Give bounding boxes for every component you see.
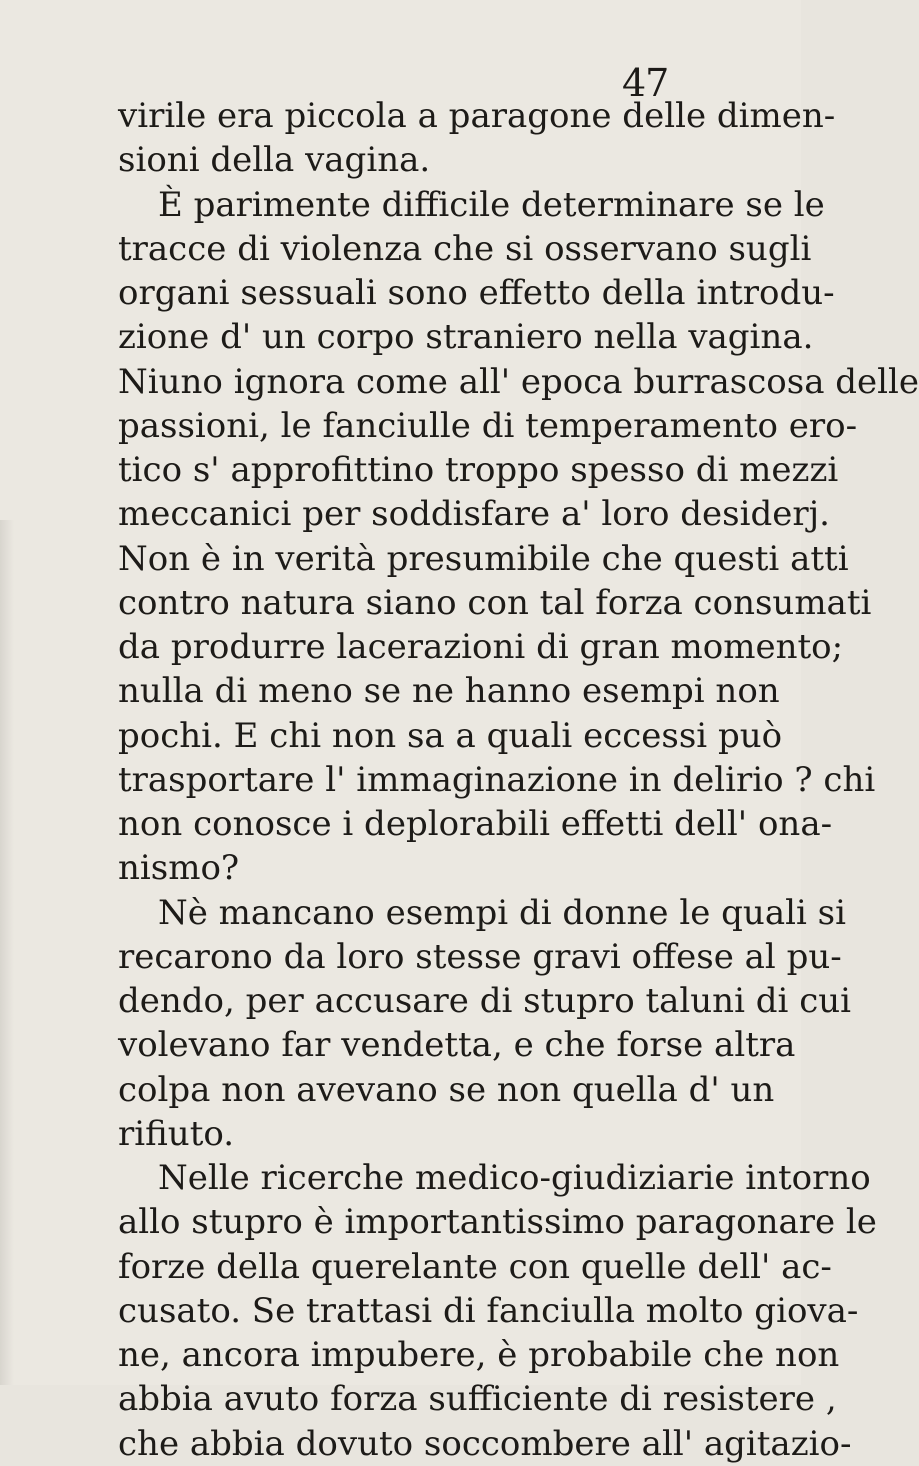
text-line: recarono da loro stesse gravi offese al pu- <box>118 936 842 977</box>
text-line: non conosce i deplorabili effetti dell' ona- <box>118 804 833 844</box>
text-line: colpa non avevano se non quella d' un <box>118 1069 775 1110</box>
text-line: allo stupro è importantissimo paragonare le <box>118 1202 877 1243</box>
text-line: sioni della vagina. <box>118 140 431 181</box>
text-line: tico s' approfittino troppo spesso di mezzi <box>118 450 839 490</box>
text-line: rifiuto. <box>118 1113 235 1154</box>
text-line: tracce di violenza che si osservano sugli <box>118 228 812 269</box>
text-line: da produrre lacerazioni di gran momento; <box>118 627 844 667</box>
text-line: contro natura siano con tal forza consumati <box>118 582 872 623</box>
text-line: forze della querelante con quelle dell' ac- <box>118 1246 832 1287</box>
text-line: zione d' un corpo straniero nella vagina. <box>118 317 814 358</box>
text-line: Niuno ignora come all' epoca burrascosa delle <box>118 361 919 402</box>
text-line: abbia avuto forza sufficiente di resistere , <box>118 1379 837 1420</box>
text-line: Non è in verità presumibile che questi atti <box>118 538 849 579</box>
text-line: Nè mancano esempi di donne le quali si <box>158 892 846 933</box>
page-number: 47 <box>622 61 669 105</box>
text-line: trasportare l' immaginazione in delirio ? chi <box>118 759 876 800</box>
text-line: cusato. Se trattasi di fanciulla molto giova- <box>118 1290 859 1331</box>
body-text <box>118 94 919 1466</box>
text-line: È parimente difficile determinare se le <box>158 184 825 225</box>
text-line: volevano far vendetta, e che forse altra <box>118 1025 796 1066</box>
text-line: dendo, per accusare di stupro taluni di cui <box>118 981 852 1021</box>
text-line: organi sessuali sono effetto della introdu- <box>118 273 835 313</box>
text-line: Nelle ricerche medico-giudiziarie intorno <box>158 1158 871 1198</box>
text-line: che abbia dovuto soccombere all' agitazio- <box>118 1423 852 1464</box>
text-line: meccanici per soddisfare a' loro desiderj. <box>118 494 830 535</box>
text-line: nismo? <box>118 848 240 889</box>
text-line: passioni, le fanciulle di temperamento ero- <box>118 405 858 446</box>
text-line: ne, ancora impubere, è probabile che non <box>118 1335 840 1375</box>
text-line: pochi. E chi non sa a quali eccessi può <box>118 715 783 756</box>
text-line: virile era piccola a paragone delle dimen- <box>118 96 836 136</box>
text-line: nulla di meno se ne hanno esempi non <box>118 671 780 712</box>
page-edge-shadow <box>0 520 14 1385</box>
